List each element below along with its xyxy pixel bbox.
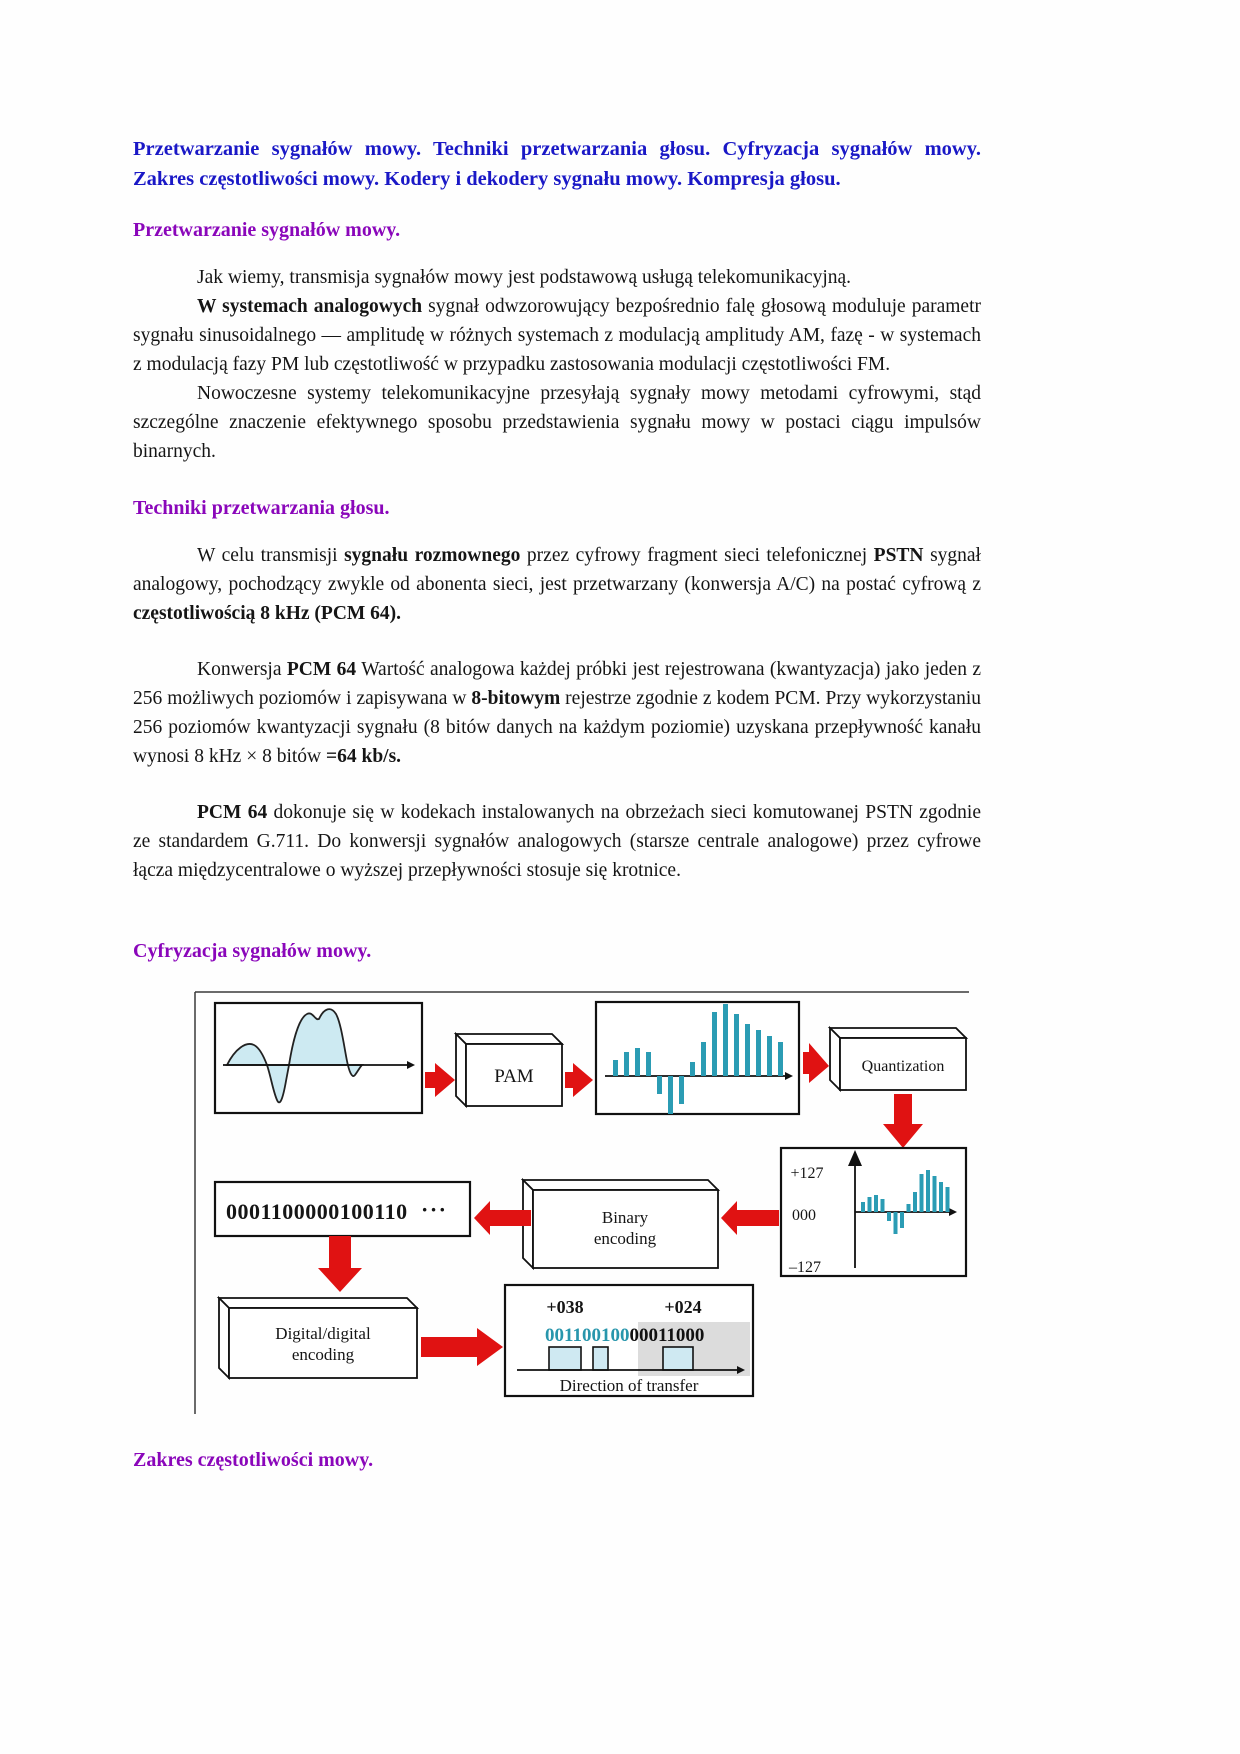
binary-encoding-label-line2: encoding — [593, 1229, 657, 1248]
output-bits-black: 00011000 — [629, 1325, 705, 1346]
sample-bar — [679, 1076, 684, 1104]
sample-bar — [624, 1052, 629, 1076]
sample-bar — [756, 1030, 761, 1076]
sample-value-2: +024 — [664, 1297, 702, 1317]
bold-text-segment: PCM 64 — [286, 659, 357, 680]
bold-text-segment: sygnału rozmownego — [344, 545, 521, 566]
pulse-3 — [663, 1347, 693, 1370]
text-segment: sygnał odwzorowujący bezpośrednio falę głosową moduluje parametr sygnału sinusoidalnego — amplitudę w różnych systemach z modulacją amplitudy AM, fazę - w systemach z modulacją fazy PM lub częstotliwość w przypadku zastosowania modulacji częstotliwości FM. — [133, 296, 981, 375]
sample-bar — [881, 1199, 885, 1212]
axis-label-000: 000 — [792, 1207, 816, 1224]
output-bits-teal: 001100100 — [545, 1325, 630, 1346]
heading-techniki-przetwarzania: Techniki przetwarzania głosu. — [133, 497, 390, 519]
pcm-digitization-diagram — [193, 990, 971, 1418]
sample-bar — [701, 1042, 706, 1076]
text-segment: Nowoczesne systemy telekomunikacyjne przesyłają sygnały mowy metodami cyfrowymi, stąd szczególne znaczenie efektywnego sposobu przedstawienia sygnału mowy w postaci ciągu impulsów binarnych. — [133, 383, 981, 462]
sample-bar — [868, 1197, 872, 1212]
pam-label: PAM — [494, 1066, 534, 1087]
sample-bar — [668, 1076, 673, 1114]
heading-cyfryzacja: Cyfryzacja sygnałów mowy. — [133, 940, 372, 962]
bold-text-segment: PSTN — [873, 545, 924, 566]
quantization-box — [830, 1028, 966, 1090]
text-segment: dokonuje się w kodekach instalowanych na obrzeżach sieci komutowanej PSTN zgodnie ze standardem G.711. Do konwersji sygnałów analogowych (starsze centrale analogowe) przez cyfrowe łącza międzycentralowe o wyższej przepływności stosuje się krotnice. — [133, 802, 981, 881]
sample-bar — [646, 1052, 651, 1076]
document-title: Przetwarzanie sygnałów mowy. Techniki przetwarzania głosu. Cyfryzacja sygnałów mowy. Zakres częstotliwości mowy. Kodery i dekodery sygnału mowy. Kompresja głosu. — [133, 138, 981, 190]
axis-label-minus127: –127 — [789, 1259, 821, 1276]
arrow-right-to-pam — [425, 1063, 455, 1097]
sample-bar — [894, 1212, 898, 1234]
paragraph-pcm64-kodeki — [133, 798, 981, 885]
paragraph-intro — [133, 263, 981, 292]
paragraph-konwersja-pcm64 — [133, 655, 981, 771]
sample-bar — [767, 1036, 772, 1076]
pulse-1 — [549, 1347, 581, 1370]
sample-bar — [926, 1170, 930, 1212]
line-code-output-box — [505, 1285, 753, 1396]
sample-bar — [907, 1204, 911, 1212]
binary-encoding-box — [523, 1180, 718, 1268]
text-segment: W celu transmisji — [197, 545, 345, 566]
arrow-down-to-quantized-chart — [883, 1094, 923, 1148]
bold-text-segment: W systemach analogowych — [197, 296, 423, 317]
sample-bar — [613, 1060, 618, 1076]
arrow-right-to-quantization — [803, 1043, 829, 1083]
sample-bar — [913, 1192, 917, 1212]
pam-box — [456, 1034, 562, 1106]
arrow-right-to-sampled — [565, 1063, 593, 1097]
bitstream-digits: 0001100000100110 — [226, 1199, 408, 1224]
paragraph-transmisja-pstn — [133, 541, 981, 628]
bold-text-segment: PCM 64 — [197, 802, 268, 823]
sample-bar — [635, 1048, 640, 1076]
text-segment: sygnał analogowy, pochodzący zwykle od abonenta sieci, jest przetwarzany (konwersja A/C) na postać cyfrową z — [133, 545, 981, 595]
sample-bar — [690, 1062, 695, 1076]
text-segment: Wartość analogowa każdej próbki jest rejestrowana (kwantyzacja) jako jeden z 256 możliwych poziomów i zapisywana w — [133, 659, 981, 709]
sample-bar — [657, 1076, 662, 1094]
output-bits — [545, 1325, 704, 1346]
sample-bar — [946, 1187, 950, 1212]
sample-value-1: +038 — [546, 1297, 584, 1317]
analog-signal-box — [215, 1003, 422, 1113]
sample-bar — [900, 1212, 904, 1228]
text-segment: rejestrze zgodnie z kodem PCM. Przy wykorzystaniu 256 poziomów kwantyzacji sygnału (8 bitów danych na każdym poziomie) uzyskana przepływność kanału wynosi 8 kHz × 8 bitów — [133, 688, 981, 767]
paragraph-nowoczesne-systemy — [133, 379, 981, 466]
pulse-2 — [593, 1347, 608, 1370]
binary-encoding-label-line1: Binary — [601, 1208, 649, 1227]
sample-bar — [933, 1176, 937, 1212]
text-segment: Konwersja — [197, 659, 287, 680]
arrow-down-to-digital-encoding — [318, 1236, 362, 1292]
sample-bar — [723, 1004, 728, 1076]
bold-text-segment: =64 kb/s. — [326, 746, 402, 767]
bold-text-segment: 8-bitowym — [471, 688, 561, 709]
digital-encoding-box — [219, 1298, 417, 1378]
bitstream-box — [215, 1182, 470, 1236]
digital-encoding-label-line2: encoding — [291, 1345, 355, 1364]
axis-label-plus127: +127 — [790, 1165, 824, 1182]
arrow-right-to-output — [421, 1328, 503, 1366]
sample-bar — [778, 1042, 783, 1076]
sample-bar — [861, 1202, 865, 1212]
paragraph-systemy-analogowe — [133, 292, 981, 379]
sample-bar — [887, 1212, 891, 1221]
direction-of-transfer-label: Direction of transfer — [559, 1376, 699, 1395]
sample-bar — [734, 1014, 739, 1076]
heading-zakres-czestotliwosci: Zakres częstotliwości mowy. — [133, 1449, 374, 1471]
digital-encoding-label-line1: Digital/digital — [275, 1324, 371, 1343]
text-segment: przez cyfrowy fragment sieci telefonicznej — [520, 545, 874, 566]
sample-bar — [712, 1012, 717, 1076]
quantized-chart-box — [781, 1148, 966, 1276]
sampled-signal-box — [596, 1002, 799, 1114]
sample-bar — [939, 1182, 943, 1212]
sample-bar — [745, 1024, 750, 1076]
sample-bar — [920, 1174, 924, 1212]
sample-bar — [874, 1195, 878, 1212]
heading-przetwarzanie-sygnalow: Przetwarzanie sygnałów mowy. — [133, 219, 401, 241]
bitstream-ellipsis: ··· — [421, 1197, 448, 1222]
quantization-label: Quantization — [861, 1058, 945, 1075]
arrow-left-to-binary-encoding — [721, 1201, 779, 1235]
bold-text-segment: częstotliwością 8 kHz (PCM 64). — [133, 603, 402, 624]
text-segment: Jak wiemy, transmisja sygnałów mowy jest podstawową usługą telekomunikacyjną. — [197, 267, 852, 288]
